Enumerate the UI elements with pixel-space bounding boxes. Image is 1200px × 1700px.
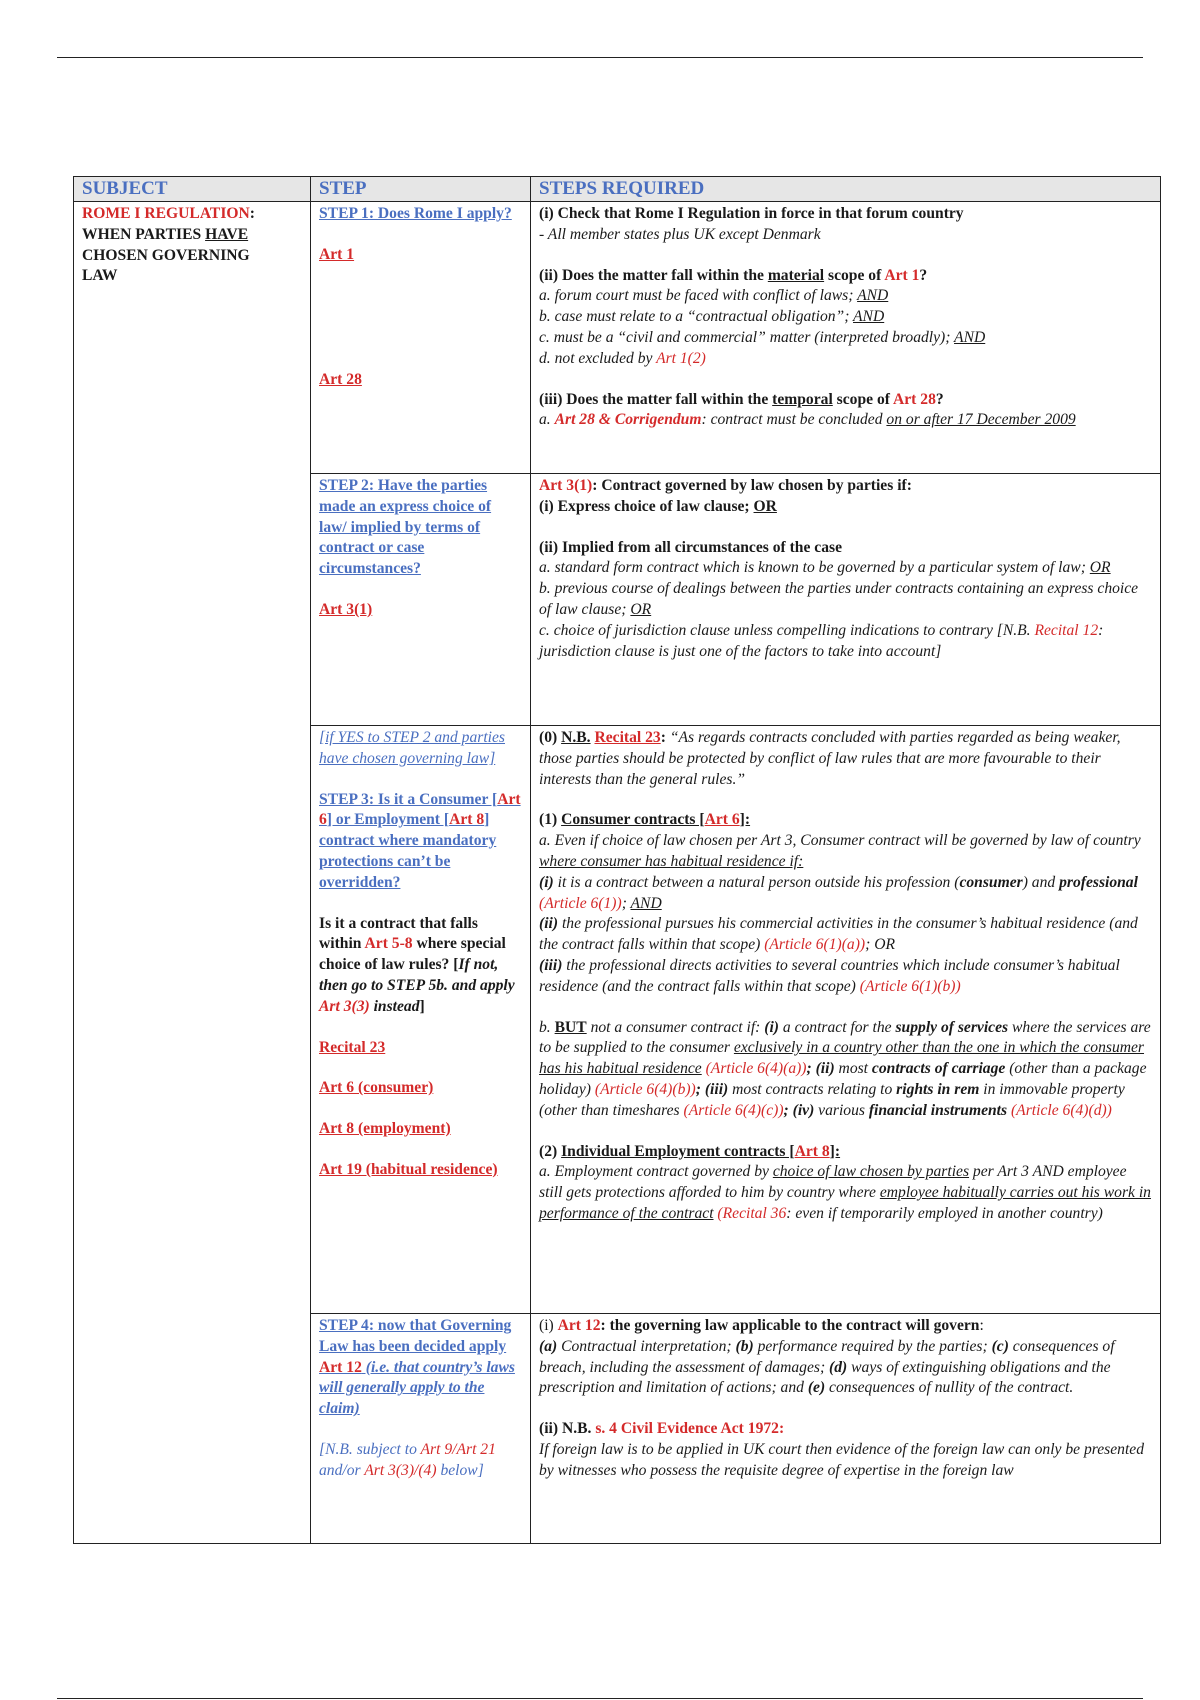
art-8-link[interactable]: Art 8 (employment) bbox=[319, 1120, 451, 1138]
subject-title: ROME I REGULATION bbox=[82, 205, 250, 222]
steps-required-cell: (i) Check that Rome I Regulation in force in that forum country - All member states plus UK except Denmark (ii) Does the matter fall within the material scope of Art 1? a. forum court must be faced with conflict of laws; AND b. case must relate to a “contractual obligation”; AND c. must be a “civil and commercial” matter (interpreted broadly); AND d. not excluded by Art 1(2) (iii) Does the matter fall within the temporal scope of Art 28? a. Art 28 & Corrigendum: contract must be concluded on or after 17 December 2009 bbox=[531, 202, 1161, 474]
art-3-1-link[interactable]: Art 3(1) bbox=[319, 600, 373, 618]
step-1-link[interactable]: STEP 1: Does Rome I apply? bbox=[319, 205, 512, 222]
steps-required-cell: (0) N.B. Recital 23: “As regards contracts concluded with parties regarded as being weaker, those parties should be protected by conflict of law rules that are more favourable to their interests than the general rules.” (1) Consumer contracts [Art 6]: a. Even if choice of law chosen per Art 3, Consumer contract will be governed by law of country where consumer has habitual residence if: (i) it is a contract between a natural person outside his profession (consumer) and professional (Article 6(1)); AND (ii) the professional pursues his commercial activities in the consumer’s habitual residence (and the contract falls within that scope) (Article 6(1)(a)); OR (iii) the professional directs activities to several countries which include consumer’s habitual residence (and the contract falls within that scope) (Article 6(1)(b)) b. BUT not a consumer contract if: (i) a contract for the supply of services where the services are to be supplied to the consumer exclusively in a country other than the one in which the consumer has his habitual residence (Article 6(4)(a)); (ii) most contracts of carriage (other than a package holiday) (Article 6(4)(b)); (iii) most contracts relating to rights in rem in immovable property (other than timeshares (Article 6(4)(c)); (iv) various financial instruments (Article 6(4)(d)) (2) Individual Employment contracts [Art 8]: a. Employment contract governed by choice of law chosen by parties per Art 3 AND employee still gets protections afforded to him by country where employee habitually carries out his work in performance of the contract (Recital 36: even if temporarily employed in another country) bbox=[531, 726, 1161, 1314]
art-19-link[interactable]: Art 19 (habitual residence) bbox=[319, 1160, 498, 1178]
table-header-row bbox=[74, 177, 1161, 202]
rome-i-table bbox=[73, 176, 1161, 1544]
step-cell bbox=[311, 474, 531, 726]
header-subject: SUBJECT bbox=[74, 177, 311, 202]
table-row bbox=[74, 202, 1161, 474]
header-rule bbox=[57, 57, 1143, 58]
header-step: STEP bbox=[311, 177, 531, 202]
step-cell: [if YES to STEP 2 and parties have chosen governing law] STEP 3: Is it a Consumer [Art 6] or Employment [Art 8] contract where mandatory protections can’t be overridden? Is it a contract that falls within Art 5-8 where special choice of law rules? [If not, then go to STEP 5b. and apply Art 3(3) instead] Recital 23 Art 6 (consumer) Art 8 (employment) Art 19 (habitual residence) bbox=[311, 726, 531, 1314]
step-2-link[interactable]: STEP 2: Have the parties made an express choice of law/ implied by terms of contract or case circumstances? bbox=[319, 477, 492, 578]
subject-have: HAVE bbox=[205, 225, 249, 243]
steps-required-cell: (i) Art 12: the governing law applicable to the contract will govern: (a) Contractual interpretation; (b) performance required by the parties; (c) consequences of breach, including the assessment of damages; (d) ways of extinguishing obligations and the prescription and limitation of actions; and (e) consequences of nullity of the contract. (ii) N.B. s. 4 Civil Evidence Act 1972: If foreign law is to be applied in UK court then evidence of the foreign law can only be presented by witnesses who possess the requisite degree of expertise in the foreign law bbox=[531, 1314, 1161, 1544]
art-28-link[interactable]: Art 28 bbox=[319, 370, 362, 388]
step-4-link[interactable]: STEP 4: now that Governing Law has been decided apply Art 12 (i.e. that country’s laws will generally apply to the claim) bbox=[319, 1317, 515, 1418]
footer-rule bbox=[57, 1698, 1143, 1699]
header-steps-required: STEPS REQUIRED bbox=[531, 177, 1161, 202]
step-3-link[interactable]: STEP 3: Is it a Consumer [Art 6] or Employment [Art 8] contract where mandatory protections can’t be overridden? bbox=[319, 790, 521, 891]
recital-23-link[interactable]: Recital 23 bbox=[319, 1038, 386, 1056]
step-cell bbox=[311, 202, 531, 474]
if-yes-note: [if YES to STEP 2 and parties have chosen governing law] bbox=[319, 729, 505, 767]
art-1-link[interactable]: Art 1 bbox=[319, 245, 355, 263]
steps-required-cell: Art 3(1): Contract governed by law chosen by parties if: (i) Express choice of law clause; OR (ii) Implied from all circumstances of the case a. standard form contract which is known to be governed by a particular system of law; OR b. previous course of dealings between the parties under contracts containing an express choice of law clause; OR c. choice of jurisdiction clause unless compelling indications to contrary [N.B. Recital 12: jurisdiction clause is just one of the factors to take into account] bbox=[531, 474, 1161, 726]
art-6-link[interactable]: Art 6 (consumer) bbox=[319, 1079, 434, 1097]
step-cell: STEP 4: now that Governing Law has been decided apply Art 12 (i.e. that country’s laws will generally apply to the claim) [N.B. subject to Art 9/Art 21 and/or Art 3(3)/(4) below] bbox=[311, 1314, 531, 1544]
subject-cell: ROME I REGULATION: WHEN PARTIES HAVE CHOSEN GOVERNING LAW bbox=[74, 202, 311, 1544]
